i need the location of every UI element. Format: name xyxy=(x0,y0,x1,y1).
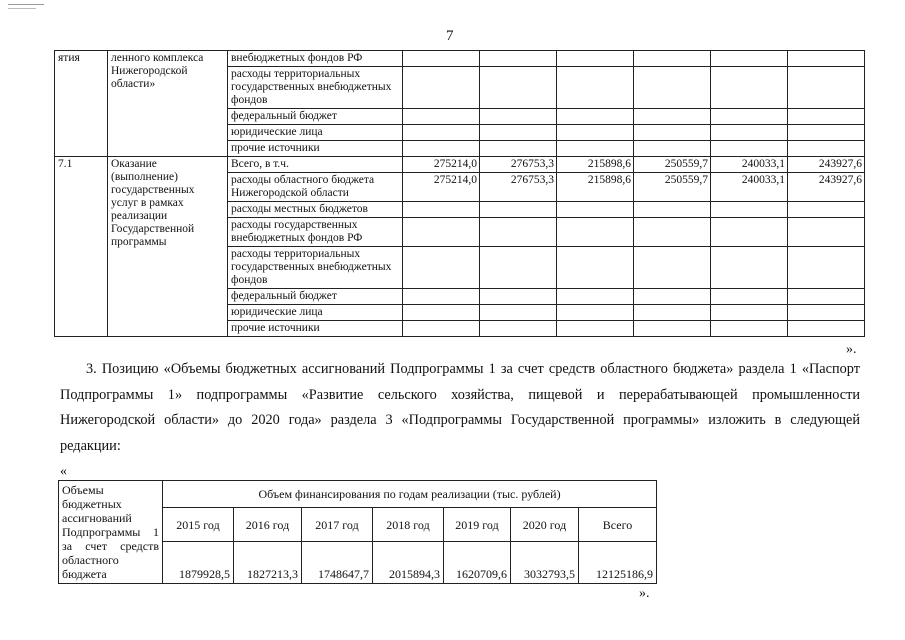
source-cell: юридические лица xyxy=(228,305,403,321)
paragraph-text: 3. Позицию «Объемы бюджетных ассигнований Подпрограммы 1 за счет средств областного бюджета» раздела 1 «Паспорт Подпрограммы 1» подпрограммы «Развитие сельского хозяйства, пищевой и перерабатывающей промышленности Нижегородской области» до 2020 года» раздела 3 «Подпрограммы Государственной программы» изложить в следующей редакции: xyxy=(60,361,860,454)
source-cell: юридические лица xyxy=(228,125,403,141)
row-name-cell: ленного комплекса Нижегородской области» xyxy=(108,51,228,157)
value-cell: 215898,6 xyxy=(557,173,634,202)
source-cell: прочие источники xyxy=(228,141,403,157)
value-cell: 250559,7 xyxy=(634,173,711,202)
value-cell: 276753,3 xyxy=(480,157,557,173)
page-number: 7 xyxy=(446,28,454,44)
source-cell: федеральный бюджет xyxy=(228,289,403,305)
table-row xyxy=(55,157,865,173)
value-cell: 1748647,7 xyxy=(302,541,373,583)
source-cell: расходы областного бюджета Нижегородской области xyxy=(228,173,403,202)
value-cell: 1620709,6 xyxy=(444,541,511,583)
year-header: 2016 год xyxy=(234,508,302,542)
value-cell: 3032793,5 xyxy=(511,541,579,583)
closing-quote: ». xyxy=(846,342,857,357)
value-cell: 1879928,5 xyxy=(163,541,234,583)
program-funding-table xyxy=(54,50,865,337)
source-cell: прочие источники xyxy=(228,321,403,337)
value-cell: 243927,6 xyxy=(788,157,865,173)
value-cell: 1827213,3 xyxy=(234,541,302,583)
value-cell: 215898,6 xyxy=(557,157,634,173)
value-cell: 240033,1 xyxy=(711,173,788,202)
total-value-cell: 12125186,9 xyxy=(579,541,657,583)
source-cell: расходы государственных внебюджетных фондов РФ xyxy=(228,218,403,247)
amendment-paragraph xyxy=(60,357,860,459)
year-header: 2019 год xyxy=(444,508,511,542)
source-cell: расходы территориальных государственных внебюджетных фондов xyxy=(228,67,403,109)
value-cell: 275214,0 xyxy=(403,173,480,202)
year-header: 2017 год xyxy=(302,508,373,542)
row-number-cell: 7.1 xyxy=(55,157,108,337)
allocation-label: Объемы бюджетных ассигнований Подпрограммы 1 за счет средств областного бюджета xyxy=(59,481,163,584)
source-cell: расходы местных бюджетов xyxy=(228,202,403,218)
source-cell: расходы территориальных государственных внебюджетных фондов xyxy=(228,247,403,289)
total-header: Всего xyxy=(579,508,657,542)
source-cell: федеральный бюджет xyxy=(228,109,403,125)
year-header: 2015 год xyxy=(163,508,234,542)
value-cell: 2015894,3 xyxy=(373,541,444,583)
year-header: 2018 год xyxy=(373,508,444,542)
year-header: 2020 год xyxy=(511,508,579,542)
value-cell: 250559,7 xyxy=(634,157,711,173)
value-cell: 276753,3 xyxy=(480,173,557,202)
closing-quote: ». xyxy=(639,586,650,601)
scan-artifact-line xyxy=(8,8,36,9)
value-cell: 240033,1 xyxy=(711,157,788,173)
value-cell: 243927,6 xyxy=(788,173,865,202)
table-row xyxy=(55,51,865,67)
value-cell: 275214,0 xyxy=(403,157,480,173)
source-cell: Всего, в т.ч. xyxy=(228,157,403,173)
row-number-cell: ятия xyxy=(55,51,108,157)
source-cell: внебюджетных фондов РФ xyxy=(228,51,403,67)
opening-quote: « xyxy=(60,464,67,479)
row-name-cell: Оказание (выполнение) государственных услуг в рамках реализации Государственной программы xyxy=(108,157,228,337)
financing-header: Объем финансирования по годам реализации (тыс. рублей) xyxy=(163,481,657,508)
budget-allocation-table xyxy=(58,480,657,584)
scan-artifact-line xyxy=(8,4,44,5)
table-row xyxy=(59,481,657,508)
